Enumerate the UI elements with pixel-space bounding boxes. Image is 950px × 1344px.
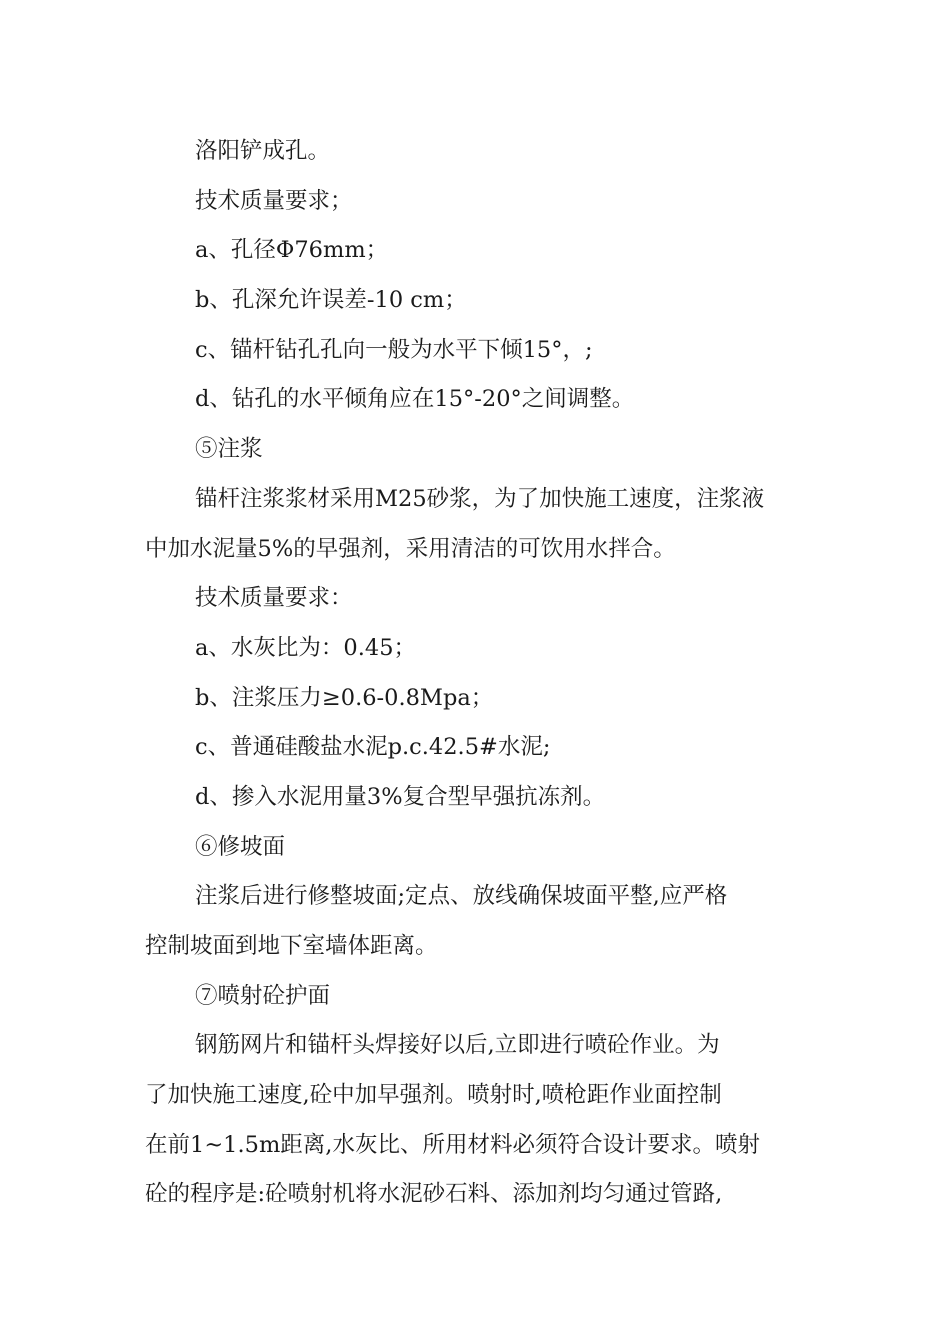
text-line: 锚杆注浆浆材采用M25砂浆，为了加快施工速度，注浆液 [195,485,765,512]
text-line: 技术质量要求： [195,585,353,612]
list-item: b、注浆压力≥0.6-0.8Mpa； [195,684,494,711]
body-text [145,127,810,1220]
list-item: c、锚杆钻孔孔向一般为水平下倾15°，; [195,336,593,363]
list-item: a、孔径Φ76mm； [195,237,389,264]
text-line: 钢筋网片和锚杆头焊接好以后,立即进行喷砼作业。为 [195,1032,720,1059]
list-item: a、水灰比为：0.45； [195,634,417,661]
section-heading: ⑤注浆 [195,436,263,463]
text-line: 注浆后进行修整坡面;定点、放线确保坡面平整,应严格 [195,883,728,910]
text-line: 了加快施工速度,砼中加早强剂。喷射时,喷枪距作业面控制 [145,1082,722,1109]
list-item: c、普通硅酸盐水泥p.c.42.5#水泥; [195,734,551,761]
text-line: 控制坡面到地下室墙体距离。 [145,933,438,959]
text-line: 中加水泥量5%的早强剂，采用清洁的可饮用水拌合。 [145,535,676,562]
text-line: 技术质量要求； [195,187,353,214]
text-line: 在前1~1.5m距离,水灰比、所用材料必须符合设计要求。喷射 [145,1131,760,1158]
section-heading: ⑥修坡面 [195,833,286,860]
list-item: d、掺入水泥用量3%复合型早强抗冻剂。 [195,783,606,810]
section-heading: ⑦喷射砼护面 [195,982,331,1009]
list-item: d、钻孔的水平倾角应在15°-20°之间调整。 [195,386,635,413]
text-line: 砼的程序是:砼喷射机将水泥砂石料、添加剂均匀通过管路, [145,1181,723,1208]
list-item: b、孔深允许误差-10 cm； [195,287,467,314]
text-line: 洛阳铲成孔。 [195,138,331,164]
